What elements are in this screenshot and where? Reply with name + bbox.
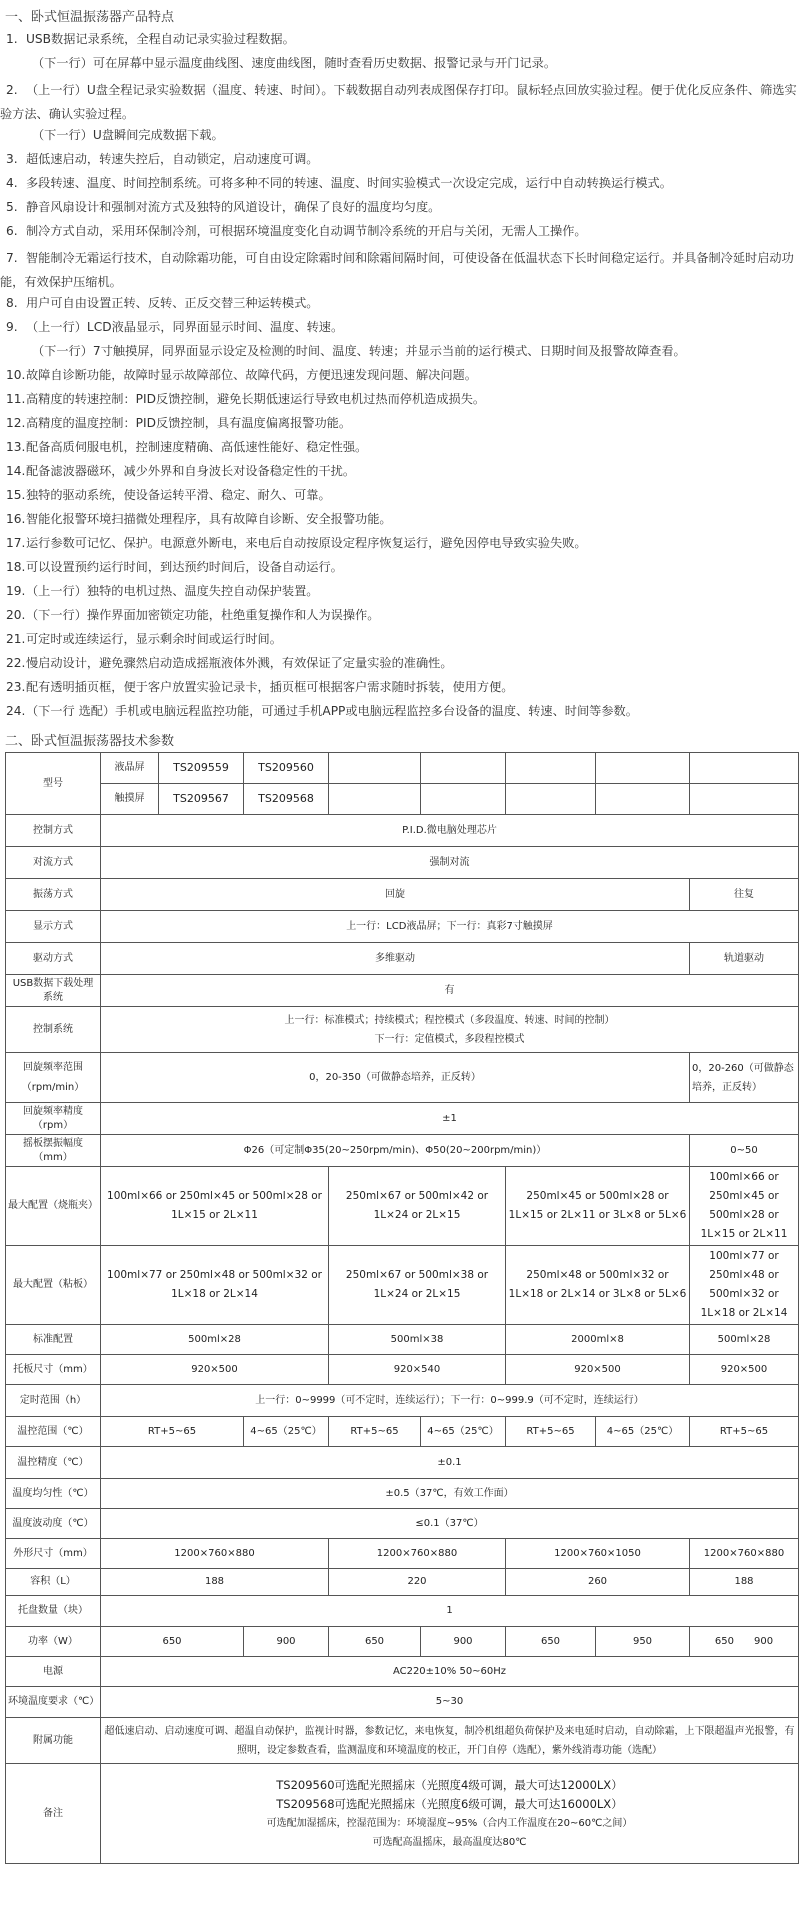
config-cell: 250ml×48 or 500ml×32 or 1L×18 or 2L×14 or 3L×8 or 5L×6 (506, 1246, 690, 1325)
row-value: ±1 (101, 1103, 799, 1135)
row-value: ≤0.1（37℃） (101, 1509, 799, 1539)
table-row (6, 1539, 799, 1569)
feature-text: 高精度的转速控制：PID反馈控制，避免长期低速运行导致电机过热而停机造成损失。 (26, 392, 486, 406)
row-label: 附属功能 (6, 1718, 101, 1764)
feature-number: 16. (6, 512, 26, 526)
power-cell: 900 (244, 1627, 329, 1657)
feature-item (0, 294, 800, 312)
feature-text: 用户可自由设置正转、反转、正反交替三种运转模式。 (26, 296, 319, 310)
power-cell-a: 650 (714, 1635, 734, 1647)
feature-item (0, 702, 800, 720)
table-row (6, 975, 799, 1007)
table-row (6, 784, 799, 815)
temp-cell (690, 1417, 799, 1447)
feature-text: USB数据记录系统，全程自动记录实验过程数据。 (26, 32, 295, 46)
feature-text: 运行参数可记忆、保护。电源意外断电，来电后自动按原设定程序恢复运行，避免因停电导致实验失败。 (26, 536, 587, 550)
temp-cell: RT+5~65 (329, 1417, 421, 1447)
feature-item (0, 678, 800, 696)
remarks-cell (101, 1764, 799, 1864)
row-label: 温控精度（℃） (6, 1447, 101, 1479)
config-cell: 1200×760×880 (690, 1539, 799, 1569)
feature-number: 7. (6, 251, 18, 265)
config-cell: 188 (690, 1569, 799, 1596)
remark-line: 可选配加湿摇床，控湿范围为：环境湿度~95%（合内工作温度在20~60℃之间） (266, 1817, 633, 1829)
touch-label: 触摸屏 (101, 784, 159, 815)
config-cell: 500ml×38 (329, 1325, 506, 1355)
feature-item (0, 414, 800, 432)
feature-number: 5. (6, 200, 18, 214)
temp-cell: RT+5~65 (101, 1417, 244, 1447)
feature-text: （下一行）操作界面加密锁定功能，杜绝重复操作和人为误操作。 (26, 608, 380, 622)
empty-cell (329, 753, 421, 784)
feature-item (0, 30, 800, 48)
feature-item (0, 486, 800, 504)
row-value: 有 (101, 975, 799, 1007)
empty-cell (506, 784, 596, 815)
feature-text: 可定时或连续运行，显示剩余时间或运行时间。 (26, 632, 282, 646)
row-label: 备注 (6, 1764, 101, 1864)
feature-text: （下一行 选配）手机或电脑远程监控功能，可通过手机APP或电脑远程监控多台设备的温度、转速、时间等参数。 (26, 704, 638, 718)
feature-text: （下一行）U盘瞬间完成数据下载。 (32, 128, 224, 142)
row-label: USB数据下载处理系统 (6, 975, 101, 1007)
feature-number: 2. (6, 83, 18, 97)
feature-text: 配有透明插页框，便于客户放置实验记录卡，插页框可根据客户需求随时拆装，使用方便。 (26, 680, 514, 694)
power-cell: 950 (596, 1627, 690, 1657)
feature-text: 可以设置预约运行时间，到达预约时间后，设备自动运行。 (26, 560, 343, 574)
row-label: 最大配置（烧瓶夹） (6, 1167, 101, 1246)
row-label: 摇板摆振幅度（mm） (6, 1135, 101, 1167)
row-label: 标准配置 (6, 1325, 101, 1355)
feature-number: 9. (6, 320, 18, 334)
lcd-label: 液晶屏 (101, 753, 159, 784)
feature-item (0, 630, 800, 648)
feature-item (0, 582, 800, 600)
table-row (6, 1627, 799, 1657)
config-cell: 500ml×28 (690, 1325, 799, 1355)
feature-text: 高精度的温度控制：PID反馈控制，具有温度偏离报警功能。 (26, 416, 352, 430)
feature-number: 22. (6, 656, 26, 670)
feature-item (0, 366, 800, 384)
row-value: 强制对流 (101, 847, 799, 879)
speed-range-unit: （rpm/min） (21, 1081, 85, 1093)
feature-text: 独特的驱动系统，使设备运转平滑、稳定、耐久、可靠。 (26, 488, 331, 502)
power-cell (690, 1627, 799, 1657)
row-label: 定时范围（h） (6, 1385, 101, 1417)
feature-item (32, 342, 792, 360)
feature-item (0, 462, 800, 480)
feature-number: 6. (6, 224, 18, 238)
table-row (6, 1657, 799, 1687)
row-value: 0，20-350（可做静态培养，正反转） (101, 1053, 690, 1103)
temp-cell-a: RT+5~65 (719, 1425, 769, 1437)
table-row (6, 1246, 799, 1325)
feature-number: 23. (6, 680, 26, 694)
power-cell-b: 900 (754, 1635, 774, 1647)
table-row (6, 1687, 799, 1718)
config-cell: 920×540 (329, 1355, 506, 1385)
row-label: 显示方式 (6, 911, 101, 943)
feature-text: 制冷方式自动，采用环保制冷剂，可根据环境温度变化自动调节制冷系统的开启与关闭，无需人工操作。 (26, 224, 587, 238)
feature-item (0, 318, 800, 336)
row-value: 0，20-260（可做静态培养，正反转） (690, 1053, 799, 1103)
row-value: 5~30 (101, 1687, 799, 1718)
empty-cell (596, 784, 690, 815)
row-label (6, 1053, 101, 1103)
config-cell: 1200×760×880 (101, 1539, 329, 1569)
row-value: ±0.5（37℃，有效工作面） (101, 1479, 799, 1509)
row-value (101, 1007, 799, 1053)
row-value: 超低速启动、启动速度可调、超温自动保护，监视计时器，参数记忆，来电恢复，制冷机组超负荷保护及来电延时启动，自动除霜，上下限超温声光报警，有照明，设定参数查看，监测温度和环境温度的校正，开门自停（选配），紫外线消毒功能（选配） (101, 1718, 799, 1764)
row-label: 控制方式 (6, 815, 101, 847)
feature-item (0, 150, 800, 168)
feature-text: 慢启动设计，避免骤然启动造成摇瓶液体外溅，有效保证了定量实验的准确性。 (26, 656, 453, 670)
spec-table (5, 752, 799, 1864)
row-label: 温度波动度（℃） (6, 1509, 101, 1539)
power-cell: 900 (421, 1627, 506, 1657)
row-label: 温控范围（℃） (6, 1417, 101, 1447)
feature-number: 8. (6, 296, 18, 310)
row-label: 温度均匀性（℃） (6, 1479, 101, 1509)
table-row (6, 1325, 799, 1355)
feature-text: 静音风扇设计和强制对流方式及独特的风道设计，确保了良好的温度均匀度。 (26, 200, 441, 214)
feature-item (0, 558, 800, 576)
feature-text: （下一行）可在屏幕中显示温度曲线图、速度曲线图，随时查看历史数据、报警记录与开门记录。 (32, 56, 557, 70)
remark-line: TS209560可选配光照摇床（光照度4级可调，最大可达12000LX） (276, 1777, 623, 1792)
feature-item (0, 246, 800, 294)
row-label: 对流方式 (6, 847, 101, 879)
row-value: 1 (101, 1596, 799, 1627)
empty-cell (690, 784, 799, 815)
table-row (6, 1718, 799, 1764)
config-cell: 2000ml×8 (506, 1325, 690, 1355)
feature-number: 11. (6, 392, 26, 406)
table-row (6, 1135, 799, 1167)
row-value: 轨道驱动 (690, 943, 799, 975)
row-value: 回旋 (101, 879, 690, 911)
empty-cell (421, 784, 506, 815)
table-row (6, 847, 799, 879)
feature-item (32, 126, 792, 144)
feature-text: 超低速启动，转速失控后，自动锁定，启动速度可调。 (26, 152, 319, 166)
table-row (6, 815, 799, 847)
row-value: 0~50 (690, 1135, 799, 1167)
feature-item (0, 438, 800, 456)
row-value: 上一行：LCD液晶屏；下一行：真彩7寸触摸屏 (101, 911, 799, 943)
feature-text: （上一行）独特的电机过热、温度失控自动保护装置。 (26, 584, 319, 598)
table-row (6, 1596, 799, 1627)
feature-text: 故障自诊断功能，故障时显示故障部位、故障代码，方便迅速发现问题、解决问题。 (26, 368, 477, 382)
model-cell: TS209568 (244, 784, 329, 815)
empty-cell (690, 753, 799, 784)
feature-number: 13. (6, 440, 26, 454)
table-row (6, 879, 799, 911)
model-cell: TS209559 (159, 753, 244, 784)
feature-number: 10. (6, 368, 26, 382)
config-cell: 920×500 (506, 1355, 690, 1385)
row-value: Φ26（可定制Φ35(20~250rpm/min)、Φ50(20~200rpm/min)） (101, 1135, 690, 1167)
config-cell: 260 (506, 1569, 690, 1596)
power-cell: 650 (506, 1627, 596, 1657)
config-cell: 250ml×45 or 500ml×28 or 1L×15 or 2L×11 or 3L×8 or 5L×6 (506, 1167, 690, 1246)
feature-number: 20. (6, 608, 26, 622)
config-cell: 100ml×77 or 250ml×48 or 500ml×32 or 1L×18 or 2L×14 (101, 1246, 329, 1325)
temp-cell: 4~65（25℃） (421, 1417, 506, 1447)
row-value: ±0.1 (101, 1447, 799, 1479)
row-label: 托盘数量（块） (6, 1596, 101, 1627)
speed-range-label: 回旋频率范围 (23, 1061, 83, 1073)
control-system-line: 上一行：标准模式；持续模式；程控模式（多段温度、转速、时间的控制） (284, 1014, 615, 1026)
feature-number: 24. (6, 704, 26, 718)
empty-cell (596, 753, 690, 784)
feature-item (0, 510, 800, 528)
feature-item (0, 534, 800, 552)
table-row (6, 753, 799, 784)
feature-number: 1. (6, 32, 18, 46)
feature-number: 14. (6, 464, 26, 478)
feature-item (0, 174, 800, 192)
row-label: 最大配置（粘板） (6, 1246, 101, 1325)
config-cell: 100ml×77 or 250ml×48 or 500ml×32 or 1L×18 or 2L×14 (690, 1246, 799, 1325)
feature-text: 多段转速、温度、时间控制系统。可将多种不同的转速、温度、时间实验模式一次设定完成，运行中自动转换运行模式。 (26, 176, 672, 190)
feature-item (32, 54, 792, 72)
feature-text: 智能制冷无霜运行技术，自动除霜功能，可自由设定除霜时间和除霜间隔时间，可使设备在低温状态下长时间稳定运行。并具备制冷延时启动功能，有效保护压缩机。 (0, 251, 794, 289)
feature-number: 18. (6, 560, 26, 574)
table-row (6, 1764, 799, 1864)
row-label: 回旋频率精度（rpm） (6, 1103, 101, 1135)
row-label: 外形尺寸（mm） (6, 1539, 101, 1569)
feature-number: 3. (6, 152, 18, 166)
table-row (6, 911, 799, 943)
table-row (6, 1007, 799, 1053)
section-title-specs: 二、卧式恒温振荡器技术参数 (5, 734, 175, 749)
remark-line: 可选配高温摇床，最高温度达80℃ (372, 1836, 527, 1848)
feature-text: 配备高质伺服电机，控制速度精确、高低速性能好、稳定性强。 (26, 440, 368, 454)
config-cell: 1200×760×880 (329, 1539, 506, 1569)
feature-text: （上一行）U盘全程记录实验数据（温度、转速、时间）。下载数据自动列表成图保存打印。鼠标轻点回放实验过程。便于优化反应条件、筛选实验方法、确认实验过程。 (0, 83, 797, 121)
feature-text: （下一行）7寸触摸屏，同界面显示设定及检测的时间、温度、转速；并显示当前的运行模式、日期时间及报警故障查看。 (32, 344, 686, 358)
table-row (6, 1053, 799, 1103)
feature-text: 智能化报警环境扫描微处理程序，具有故障自诊断、安全报警功能。 (26, 512, 392, 526)
config-cell: 100ml×66 or 250ml×45 or 500ml×28 or 1L×15 or 2L×11 (101, 1167, 329, 1246)
table-row (6, 1479, 799, 1509)
feature-number: 17. (6, 536, 26, 550)
config-cell: 100ml×66 or 250ml×45 or 500ml×28 or 1L×15 or 2L×11 (690, 1167, 799, 1246)
config-cell: 250ml×67 or 500ml×38 or 1L×24 or 2L×15 (329, 1246, 506, 1325)
row-label: 电源 (6, 1657, 101, 1687)
temp-cell: RT+5~65 (506, 1417, 596, 1447)
feature-number: 12. (6, 416, 26, 430)
row-label: 托板尺寸（mm） (6, 1355, 101, 1385)
feature-text: （上一行）LCD液晶显示，同界面显示时间、温度、转速。 (26, 320, 344, 334)
feature-item (0, 390, 800, 408)
row-label: 控制系统 (6, 1007, 101, 1053)
feature-number: 21. (6, 632, 26, 646)
feature-text: 配备滤波器磁环，减少外界和自身波长对设备稳定性的干扰。 (26, 464, 356, 478)
config-cell: 250ml×67 or 500ml×42 or 1L×24 or 2L×15 (329, 1167, 506, 1246)
table-row (6, 1103, 799, 1135)
section-title-features: 一、卧式恒温振荡器产品特点 (5, 10, 175, 25)
config-cell: 188 (101, 1569, 329, 1596)
feature-number: 19. (6, 584, 26, 598)
remark-line: TS209568可选配光照摇床（光照度6级可调，最大可达16000LX） (276, 1796, 623, 1811)
table-row (6, 1509, 799, 1539)
table-row (6, 1417, 799, 1447)
power-cell: 650 (329, 1627, 421, 1657)
empty-cell (421, 753, 506, 784)
table-row (6, 1385, 799, 1417)
config-cell: 920×500 (690, 1355, 799, 1385)
feature-item (0, 222, 800, 240)
table-row (6, 943, 799, 975)
feature-number: 4. (6, 176, 18, 190)
model-cell: TS209560 (244, 753, 329, 784)
row-value: 多维驱动 (101, 943, 690, 975)
config-cell: 500ml×28 (101, 1325, 329, 1355)
config-cell: 1200×760×1050 (506, 1539, 690, 1569)
empty-cell (329, 784, 421, 815)
temp-cell: 4~65（25℃） (596, 1417, 690, 1447)
row-label: 容积（L） (6, 1569, 101, 1596)
row-value: 上一行：0~9999（可不定时，连续运行）；下一行：0~999.9（可不定时，连续运行） (101, 1385, 799, 1417)
config-cell: 920×500 (101, 1355, 329, 1385)
control-system-line: 下一行：定值模式，多段程控模式 (374, 1033, 525, 1045)
feature-item (0, 654, 800, 672)
table-row (6, 1447, 799, 1479)
model-cell: TS209567 (159, 784, 244, 815)
table-row (6, 1355, 799, 1385)
feature-item (0, 198, 800, 216)
feature-item (0, 606, 800, 624)
row-label: 驱动方式 (6, 943, 101, 975)
row-value: P.I.D.微电脑处理芯片 (101, 815, 799, 847)
config-cell: 220 (329, 1569, 506, 1596)
row-label: 环境温度要求（℃） (6, 1687, 101, 1718)
power-cell: 650 (101, 1627, 244, 1657)
table-row (6, 1167, 799, 1246)
row-label: 功率（W） (6, 1627, 101, 1657)
temp-cell: 4~65（25℃） (244, 1417, 329, 1447)
feature-number: 15. (6, 488, 26, 502)
row-value: 往复 (690, 879, 799, 911)
empty-cell (506, 753, 596, 784)
row-value: AC220±10% 50~60Hz (101, 1657, 799, 1687)
table-row (6, 1569, 799, 1596)
row-label: 振荡方式 (6, 879, 101, 911)
feature-item (0, 78, 800, 126)
model-label: 型号 (6, 753, 101, 815)
